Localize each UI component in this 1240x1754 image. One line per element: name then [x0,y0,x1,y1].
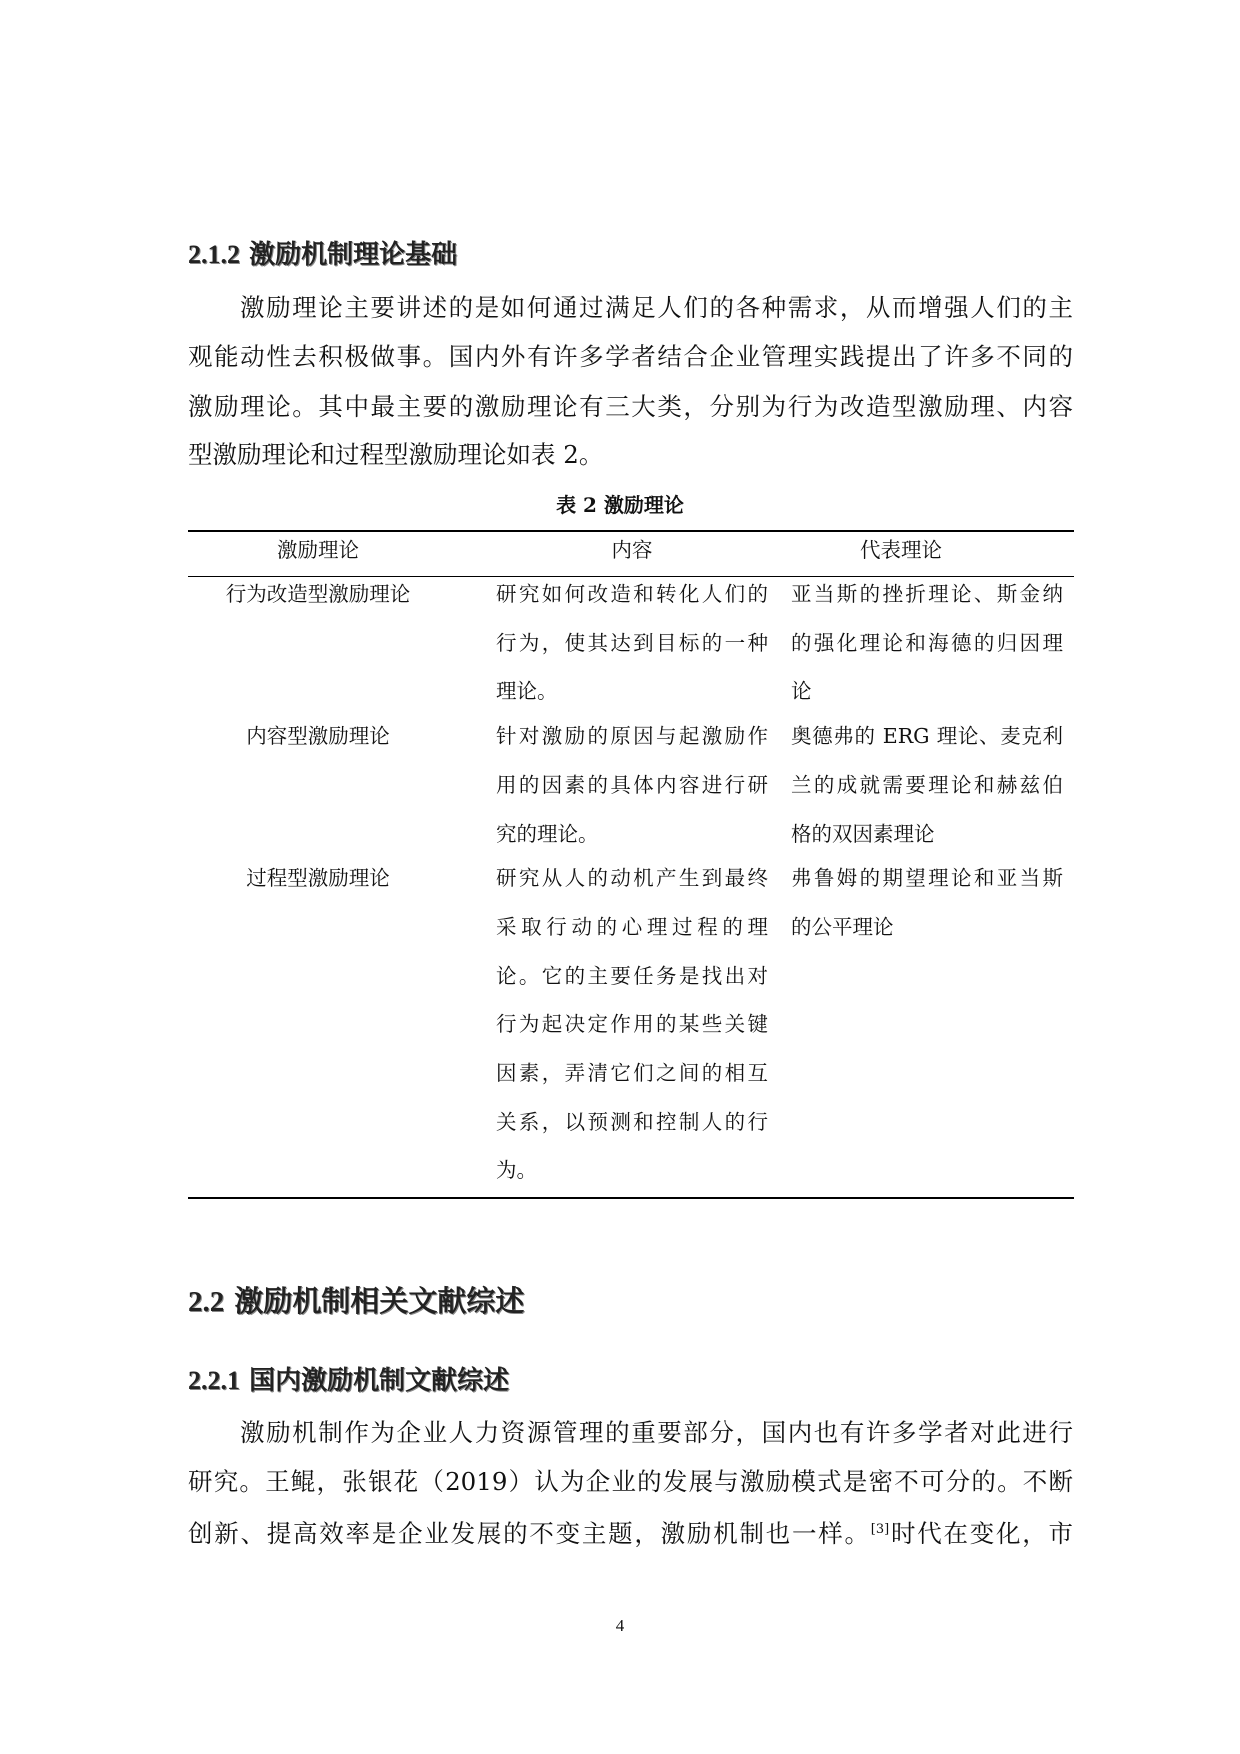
section-heading-2-2-1 [188,1360,509,1397]
table-cell-type: 内容型激励理论 [246,724,390,748]
section-number: 2.2.1 [188,1366,240,1395]
table-header-representative: 代表理论 [860,538,942,562]
paragraph-line: 激励理论。其中最主要的激励理论有三大类，分别为行为改造型激励理、内容 [188,392,1073,421]
paragraph-text: 创新、提高效率是企业发展的不变主题，激励机制也一样。 [188,1519,871,1549]
table-cell-content: 因素，弄清它们之间的相互 [496,1061,768,1085]
table-cell-content: 用的因素的具体内容进行研 [496,773,768,797]
table-cell-content: 行为，使其达到目标的一种 [496,631,768,655]
table-bottom-rule [188,1197,1074,1199]
table-header-content: 内容 [611,538,653,562]
paragraph-line: 激励理论主要讲述的是如何通过满足人们的各种需求，从而增强人们的主 [240,293,1073,322]
section-number: 2.1.2 [188,240,240,269]
section-heading-2-2 [188,1279,524,1320]
table-top-rule [188,530,1074,532]
paragraph-line [188,1515,1074,1549]
table-cell-content: 理论。 [496,679,558,703]
paragraph-text: 时代在变化，市 [889,1519,1074,1549]
section-title: 激励机制相关文献综述 [234,1284,525,1318]
table-header-rule [188,576,1074,577]
table-cell-content: 关系，以预测和控制人的行 [496,1110,768,1134]
table-cell-content: 研究从人的动机产生到最终 [496,866,768,890]
table-cell-representative: 亚当斯的挫折理论、斯金纳 [791,582,1063,606]
table-cell-content: 为。 [496,1158,537,1182]
table-cell-representative: 兰的成就需要理论和赫兹伯 [791,773,1063,797]
section-number: 2.2 [188,1286,225,1318]
paragraph-line: 型激励理论和过程型激励理论如表 2。 [188,440,604,469]
table-cell-content: 究的理论。 [496,822,599,846]
table-cell-content: 采取行动的心理过程的理 [496,915,768,939]
table-cell-representative: 的强化理论和海德的归因理 [791,631,1063,655]
table-header-type: 激励理论 [277,538,359,562]
section-title: 激励机制理论基础 [249,240,458,270]
section-heading-2-1-2 [188,234,457,271]
table-cell-content: 论。它的主要任务是找出对 [496,964,768,988]
citation[interactable]: [3] [870,1522,890,1537]
table-cell-content: 行为起决定作用的某些关键 [496,1012,768,1036]
section-title: 国内激励机制文献综述 [249,1366,510,1396]
table-cell-representative: 的公平理论 [791,915,894,939]
table-caption: 表 2 激励理论 [556,493,684,517]
table-cell-type: 过程型激励理论 [246,866,390,890]
table-cell-content: 研究如何改造和转化人们的 [496,582,768,606]
table-cell-type: 行为改造型激励理论 [225,582,411,606]
table-cell-representative: 论 [791,679,812,703]
paragraph-line: 激励机制作为企业人力资源管理的重要部分，国内也有许多学者对此进行 [240,1418,1073,1447]
paragraph-line: 研究。王鲲，张银花（2019）认为企业的发展与激励模式是密不可分的。不断 [188,1467,1073,1496]
table-cell-representative: 弗鲁姆的期望理论和亚当斯 [791,866,1063,890]
table-cell-representative: 奥德弗的 ERG 理论、麦克利 [791,724,1063,748]
page-number: 4 [615,1616,625,1635]
paragraph-line: 观能动性去积极做事。国内外有许多学者结合企业管理实践提出了许多不同的 [188,342,1073,371]
table-cell-representative: 格的双因素理论 [791,822,935,846]
table-cell-content: 针对激励的原因与起激励作 [496,724,768,748]
